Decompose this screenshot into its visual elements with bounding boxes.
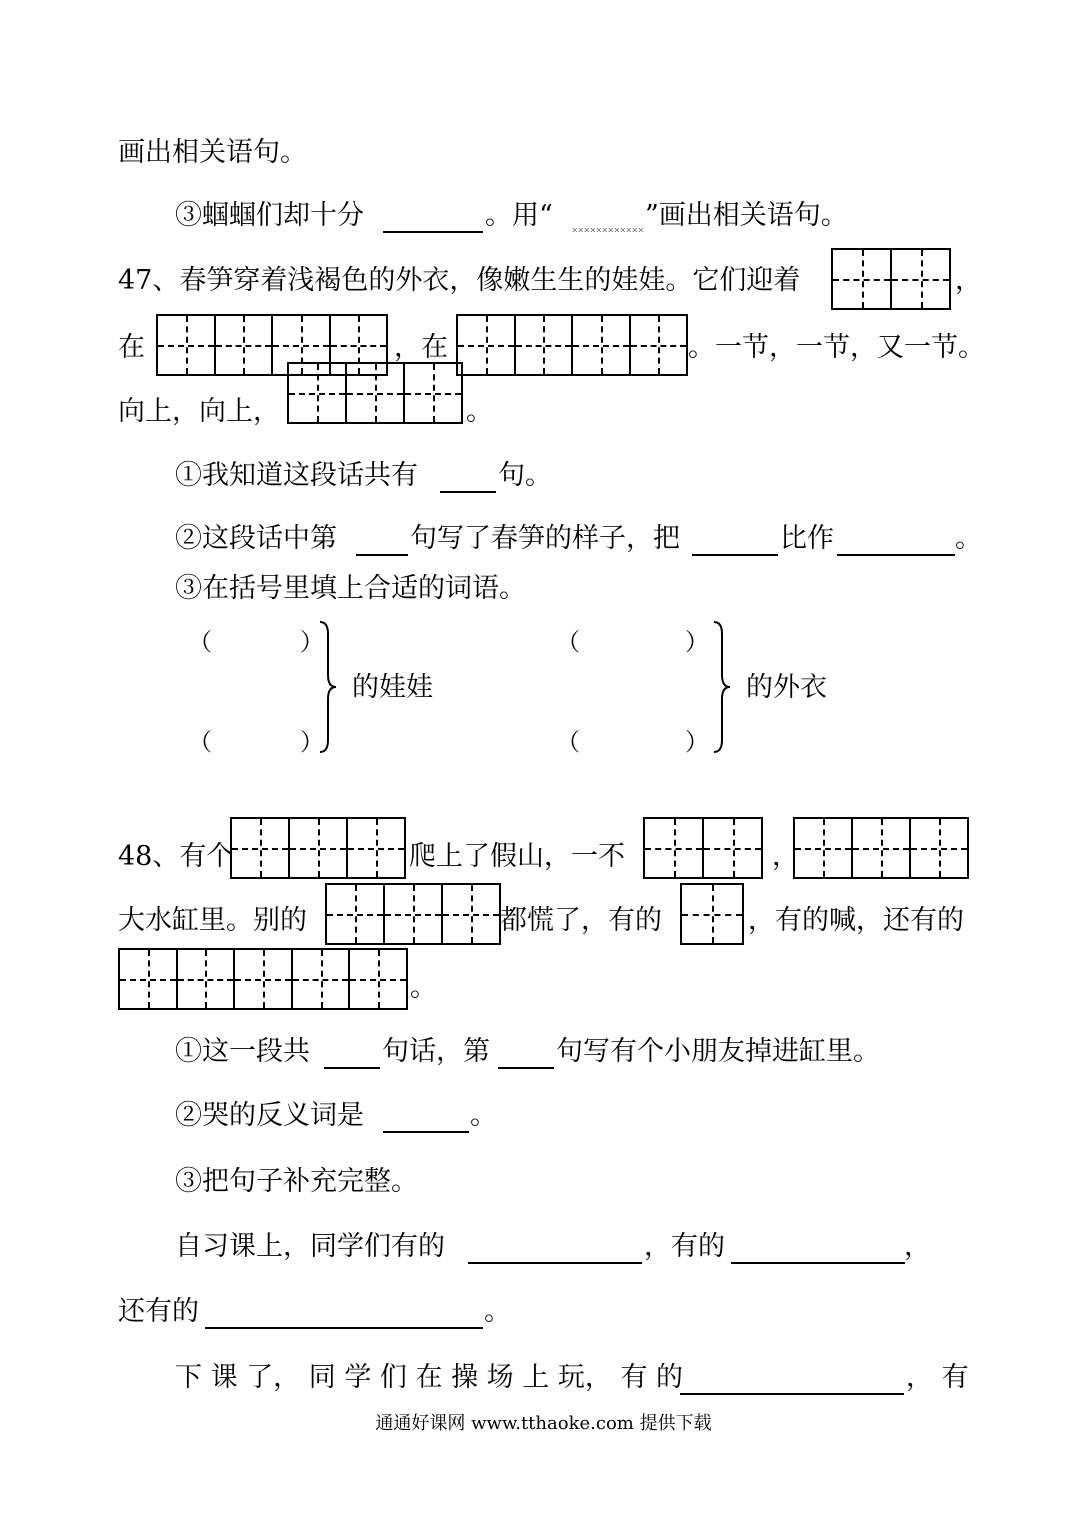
- paren-open-2: （: [188, 728, 212, 756]
- q48-grid-4[interactable]: [325, 883, 501, 945]
- q48-q1-a: ①这一段共: [175, 1036, 310, 1067]
- q48-s1-a: 自习课上，同学们有的: [175, 1231, 445, 1262]
- q47-line2-c: 。一节，一节，又一节。: [688, 332, 985, 363]
- q48-line3-b: 。: [410, 972, 437, 1003]
- q48-grid-5[interactable]: [680, 883, 744, 945]
- q48-q2-a: ②哭的反义词是: [175, 1100, 364, 1131]
- q48-s1-blank-1[interactable]: [468, 1262, 642, 1264]
- q48-q3: ③把句子补充完整。: [175, 1166, 418, 1197]
- paren-open-3: （: [556, 628, 580, 656]
- q47-q2-blank-1[interactable]: [356, 554, 408, 556]
- q48-q1-b: 句话，第: [382, 1036, 490, 1067]
- q47-grid-4[interactable]: [287, 362, 463, 424]
- paren-close-1: ）: [300, 628, 324, 656]
- q48-s3-blank[interactable]: [680, 1393, 904, 1395]
- q46-blank[interactable]: [383, 231, 483, 233]
- q47-grid-1[interactable]: [831, 248, 951, 310]
- q48-grid-1[interactable]: [230, 817, 406, 879]
- page-footer: 通通好课网 www.tthaoke.com 提供下载: [375, 1413, 712, 1434]
- q47-grid-3[interactable]: [456, 314, 688, 376]
- q47-q1-blank[interactable]: [440, 491, 496, 493]
- q48-s1-b: ，有的: [644, 1231, 725, 1262]
- q48-q1-blank-2[interactable]: [498, 1067, 554, 1069]
- q48-line1-b: 爬上了假山，一不: [409, 841, 625, 872]
- q47-line1: 47、春笋穿着浅褐色的外衣，像嫩生生的娃娃。它们迎着: [118, 265, 801, 296]
- q46-line2-c: ”画出相关语句。: [645, 200, 848, 231]
- q48-q2-b: 。: [470, 1100, 497, 1131]
- q48-s2-a: 还有的: [118, 1296, 199, 1327]
- q48-s3-a: 下 课 了， 同 学 们 在 操 场 上 玩， 有 的: [175, 1362, 683, 1393]
- q47-line2-a: 在: [118, 332, 145, 363]
- q48-q1-c: 句写有个小朋友掉进缸里。: [556, 1036, 880, 1067]
- q48-s3-b: ， 有: [906, 1362, 969, 1393]
- q48-s1-blank-2[interactable]: [731, 1262, 905, 1264]
- q47-line3-a: 向上，向上，: [118, 396, 280, 427]
- q47-line2-b: ，在: [394, 332, 448, 363]
- q47-q3: ③在括号里填上合适的词语。: [175, 573, 526, 604]
- q47-q1-b: 句。: [498, 460, 552, 491]
- q48-grid-3[interactable]: [793, 817, 969, 879]
- q47-q2-c: 比作: [780, 523, 834, 554]
- q47-q2-blank-3[interactable]: [837, 554, 955, 556]
- q48-line1-a: 48、有个: [118, 841, 234, 872]
- q46-line1: 画出相关语句。: [118, 137, 307, 168]
- q48-line2-a: 大水缸里。别的: [118, 905, 307, 936]
- right-brace-icon: [318, 620, 338, 754]
- q47-q2-d: 。: [955, 523, 982, 554]
- paren-open-1: （: [188, 628, 212, 656]
- q48-q1-blank-1[interactable]: [324, 1067, 380, 1069]
- paren-close-3: ）: [685, 628, 709, 656]
- right-brace-icon: [712, 620, 732, 754]
- q48-line2-c: ，有的喊，还有的: [748, 905, 964, 936]
- wavy-underline-sample: [572, 228, 644, 232]
- q46-line2-b: 。用“: [485, 200, 553, 231]
- brace-label-waiyi: 的外衣: [746, 672, 827, 703]
- q47-line3-b: 。: [466, 396, 493, 427]
- q47-q2-blank-2[interactable]: [692, 554, 778, 556]
- q47-q1-a: ①我知道这段话共有: [175, 460, 418, 491]
- q48-q2-blank[interactable]: [383, 1131, 469, 1133]
- paren-open-4: （: [556, 728, 580, 756]
- q48-grid-6[interactable]: [118, 948, 408, 1010]
- paren-close-2: ）: [300, 728, 324, 756]
- q47-q2-b: 句写了春笋的样子，把: [410, 523, 680, 554]
- q48-s2-blank[interactable]: [205, 1327, 483, 1329]
- q48-grid-2[interactable]: [643, 817, 763, 879]
- q48-line1-c: ，: [772, 841, 799, 872]
- q48-line2-b: 都慌了，有的: [500, 905, 662, 936]
- brace-label-wawa: 的娃娃: [352, 672, 433, 703]
- q48-s2-b: 。: [484, 1296, 511, 1327]
- paren-close-4: ）: [685, 728, 709, 756]
- q48-s1-c: ，: [904, 1231, 931, 1262]
- q46-line2-a: ③蝈蝈们却十分: [175, 200, 364, 231]
- q47-line1-end: ，: [955, 265, 982, 296]
- q47-q2-a: ②这段话中第: [175, 523, 337, 554]
